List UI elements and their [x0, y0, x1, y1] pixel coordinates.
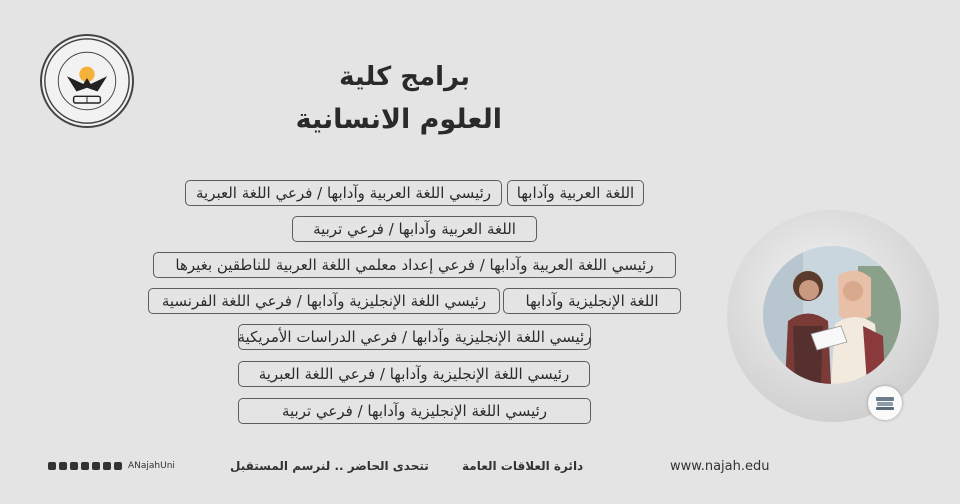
- program-item: رئيسي اللغة الإنجليزية وآدابها / فرعي الدراسات الأمريكية: [238, 324, 591, 350]
- students-photo: [763, 246, 901, 384]
- books-badge: [868, 386, 902, 420]
- facebook-icon[interactable]: [48, 462, 56, 470]
- program-item: اللغة العربية وآدابها: [507, 180, 644, 206]
- instagram-icon[interactable]: [59, 462, 67, 470]
- program-item: رئيسي اللغة الإنجليزية وآدابها / فرعي اللغة العبرية: [238, 361, 590, 387]
- snapchat-icon[interactable]: [70, 462, 78, 470]
- university-logo: [40, 34, 134, 128]
- social-handle: ANajahUni: [128, 461, 175, 471]
- program-item: اللغة الإنجليزية وآدابها: [503, 288, 681, 314]
- footer-slogan: تتحدى الحاضر .. لنرسم المستقبل: [230, 459, 429, 473]
- program-item: اللغة العربية وآدابها / فرعي تربية: [292, 216, 537, 242]
- program-item: رئيسي اللغة العربية وآدابها / فرعي اللغة العبرية: [185, 180, 502, 206]
- twitter-icon[interactable]: [92, 462, 100, 470]
- page-title: برامج كلية: [339, 62, 470, 92]
- mail-icon[interactable]: [114, 462, 122, 470]
- footer-website[interactable]: www.najah.edu: [670, 459, 770, 474]
- page-subtitle: العلوم الانسانية: [295, 104, 502, 135]
- linkedin-icon[interactable]: [81, 462, 89, 470]
- program-item: رئيسي اللغة العربية وآدابها / فرعي إعداد معلمي اللغة العربية للناطقين بغيرها: [153, 252, 676, 278]
- books-icon: [875, 395, 895, 411]
- youtube-icon[interactable]: [103, 462, 111, 470]
- footer-department: دائرة العلاقات العامة: [462, 459, 584, 473]
- program-item: رئيسي اللغة الإنجليزية وآدابها / فرعي تربية: [238, 398, 591, 424]
- social-links: [48, 461, 175, 471]
- university-seal-icon: [42, 36, 132, 126]
- program-item: رئيسي اللغة الإنجليزية وآدابها / فرعي اللغة الفرنسية: [148, 288, 500, 314]
